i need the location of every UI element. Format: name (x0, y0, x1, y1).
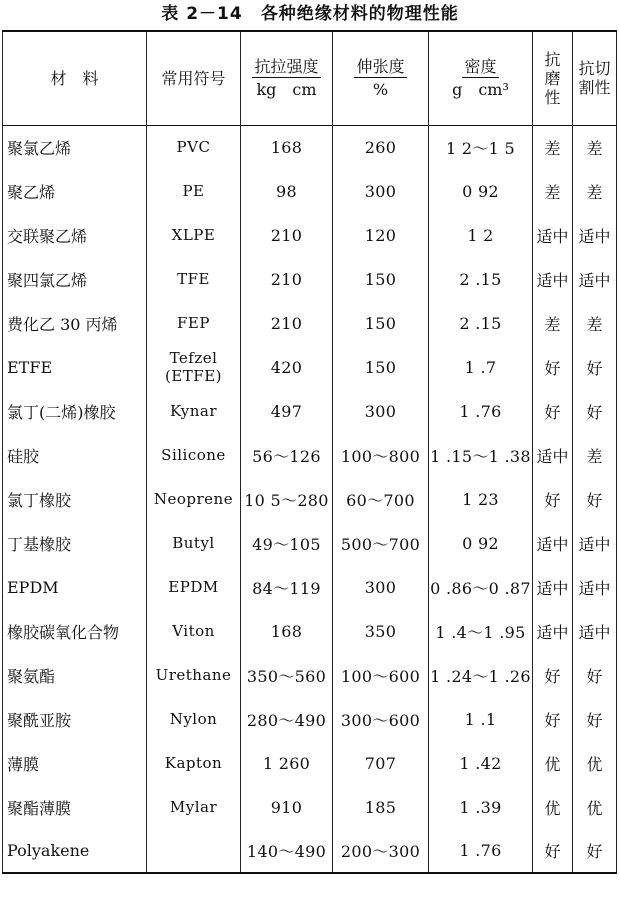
cell-density: 0 .86～0 .87 (429, 565, 533, 609)
header-density-label: 密度 (464, 57, 497, 77)
cell-symbol: EPDM (147, 565, 241, 609)
cell-elongation: 350 (333, 609, 429, 653)
cell-cut: 好 (573, 829, 617, 873)
cell-symbol: PVC (147, 125, 241, 169)
cell-cut: 差 (573, 301, 617, 345)
cell-material: Polyakene (3, 829, 147, 873)
cell-material: EPDM (3, 565, 147, 609)
cell-symbol: Silicone (147, 433, 241, 477)
cell-tensile: 420 (241, 345, 333, 389)
cell-tensile: 910 (241, 785, 333, 829)
cell-abrasion: 好 (533, 389, 573, 433)
table-title: 表 2－14 各种绝缘材料的物理性能 (161, 4, 459, 24)
cell-material: 氯丁(二烯)橡胶 (3, 389, 147, 433)
header-cut-label: 抗切割性 (578, 59, 611, 98)
cell-cut: 好 (573, 477, 617, 521)
header-row (3, 31, 617, 125)
cell-cut: 适中 (573, 565, 617, 609)
cell-elongation: 300 (333, 565, 429, 609)
cell-cut: 差 (573, 125, 617, 169)
cell-density: 1 .7 (429, 345, 533, 389)
cell-tensile: 168 (241, 125, 333, 169)
cell-abrasion: 好 (533, 653, 573, 697)
cell-symbol: Kynar (147, 389, 241, 433)
cell-density: 2 .15 (429, 301, 533, 345)
table-body (3, 125, 617, 873)
cell-tensile: 140～490 (241, 829, 333, 873)
cell-symbol: FEP (147, 301, 241, 345)
cell-symbol: Kapton (147, 741, 241, 785)
cell-abrasion: 好 (533, 477, 573, 521)
cell-density: 1 .42 (429, 741, 533, 785)
cell-cut: 好 (573, 697, 617, 741)
cell-material: 聚酰亚胺 (3, 697, 147, 741)
cell-tensile: 49～105 (241, 521, 333, 565)
cell-symbol: Nylon (147, 697, 241, 741)
cell-symbol: Mylar (147, 785, 241, 829)
cell-cut: 适中 (573, 213, 617, 257)
header-elongation (333, 31, 429, 125)
header-density (429, 31, 533, 125)
header-abrasion-label: 抗磨性 (544, 49, 561, 107)
cell-cut: 优 (573, 741, 617, 785)
cell-symbol (147, 829, 241, 873)
header-material: 材 料 (3, 31, 147, 125)
cell-density: 1 .39 (429, 785, 533, 829)
table-row (3, 741, 617, 785)
cell-tensile: 98 (241, 169, 333, 213)
cell-symbol: XLPE (147, 213, 241, 257)
cell-cut: 优 (573, 785, 617, 829)
cell-tensile: 280～490 (241, 697, 333, 741)
cell-material: 聚氯乙烯 (3, 125, 147, 169)
table-row (3, 169, 617, 213)
header-elongation-unit: % (372, 80, 389, 100)
cell-cut: 好 (573, 653, 617, 697)
header-elongation-label: 伸张度 (356, 57, 405, 77)
cell-density: 1 .76 (429, 389, 533, 433)
cell-density: 1 2～1 5 (429, 125, 533, 169)
cell-abrasion: 好 (533, 345, 573, 389)
table-row (3, 213, 617, 257)
cell-abrasion: 差 (533, 301, 573, 345)
table-row (3, 477, 617, 521)
cell-elongation: 100～800 (333, 433, 429, 477)
cell-symbol: Urethane (147, 653, 241, 697)
cell-elongation: 300～600 (333, 697, 429, 741)
table-row (3, 301, 617, 345)
table-row (3, 653, 617, 697)
cell-density: 2 .15 (429, 257, 533, 301)
cell-abrasion: 优 (533, 741, 573, 785)
cell-tensile: 168 (241, 609, 333, 653)
cell-elongation: 150 (333, 345, 429, 389)
cell-material: 聚乙烯 (3, 169, 147, 213)
cell-cut: 适中 (573, 609, 617, 653)
header-symbol: 常用符号 (147, 31, 241, 125)
cell-density: 1 .4～1 .95 (429, 609, 533, 653)
cell-density: 1 .15～1 .38 (429, 433, 533, 477)
cell-material: 薄膜 (3, 741, 147, 785)
cell-material: ETFE (3, 345, 147, 389)
table-row (3, 697, 617, 741)
table-row (3, 125, 617, 169)
header-cut (573, 31, 617, 125)
cell-symbol: Tefzel (ETFE) (147, 345, 241, 389)
table-row (3, 345, 617, 389)
cell-density: 1 .76 (429, 829, 533, 873)
cell-abrasion: 差 (533, 125, 573, 169)
cell-tensile: 84～119 (241, 565, 333, 609)
cell-elongation: 260 (333, 125, 429, 169)
header-tensile (241, 31, 333, 125)
table-row (3, 785, 617, 829)
cell-abrasion: 适中 (533, 521, 573, 565)
header-tensile-unit: kg cm (256, 80, 317, 100)
cell-elongation: 200～300 (333, 829, 429, 873)
cell-tensile: 56～126 (241, 433, 333, 477)
insulation-properties-table (2, 30, 617, 874)
cell-tensile: 10 5～280 (241, 477, 333, 521)
cell-abrasion: 适中 (533, 257, 573, 301)
cell-density: 1 .1 (429, 697, 533, 741)
cell-elongation: 300 (333, 389, 429, 433)
cell-elongation: 150 (333, 257, 429, 301)
cell-material: 聚酯薄膜 (3, 785, 147, 829)
cell-density: 1 2 (429, 213, 533, 257)
cell-density: 0 92 (429, 521, 533, 565)
cell-abrasion: 差 (533, 169, 573, 213)
cell-elongation: 100～600 (333, 653, 429, 697)
cell-density: 1 .24～1 .26 (429, 653, 533, 697)
cell-material: 氯丁橡胶 (3, 477, 147, 521)
cell-density: 1 23 (429, 477, 533, 521)
cell-symbol: PE (147, 169, 241, 213)
cell-symbol: Butyl (147, 521, 241, 565)
cell-elongation: 300 (333, 169, 429, 213)
header-tensile-label: 抗拉强度 (254, 57, 319, 77)
cell-cut: 好 (573, 389, 617, 433)
cell-elongation: 707 (333, 741, 429, 785)
cell-density: 0 92 (429, 169, 533, 213)
cell-tensile: 210 (241, 257, 333, 301)
cell-cut: 差 (573, 169, 617, 213)
header-abrasion (533, 31, 573, 125)
cell-abrasion: 适中 (533, 433, 573, 477)
cell-symbol: Neoprene (147, 477, 241, 521)
cell-elongation: 500～700 (333, 521, 429, 565)
cell-material: 丁基橡胶 (3, 521, 147, 565)
cell-elongation: 185 (333, 785, 429, 829)
cell-abrasion: 适中 (533, 609, 573, 653)
cell-material: 聚四氯乙烯 (3, 257, 147, 301)
cell-material: 聚氨酯 (3, 653, 147, 697)
cell-tensile: 497 (241, 389, 333, 433)
cell-cut: 适中 (573, 257, 617, 301)
cell-cut: 差 (573, 433, 617, 477)
cell-material: 橡胶碳氧化合物 (3, 609, 147, 653)
cell-cut: 好 (573, 345, 617, 389)
cell-tensile: 1 260 (241, 741, 333, 785)
cell-symbol: Viton (147, 609, 241, 653)
cell-abrasion: 优 (533, 785, 573, 829)
cell-material: 硅胶 (3, 433, 147, 477)
cell-elongation: 150 (333, 301, 429, 345)
table-row (3, 565, 617, 609)
cell-tensile: 210 (241, 301, 333, 345)
cell-tensile: 210 (241, 213, 333, 257)
cell-abrasion: 好 (533, 829, 573, 873)
cell-material: 费化乙 30 丙烯 (3, 301, 147, 345)
table-row (3, 609, 617, 653)
cell-abrasion: 适中 (533, 565, 573, 609)
cell-symbol: TFE (147, 257, 241, 301)
cell-material: 交联聚乙烯 (3, 213, 147, 257)
header-density-unit: g cm³ (452, 80, 509, 100)
table-row (3, 389, 617, 433)
cell-abrasion: 好 (533, 697, 573, 741)
cell-elongation: 60～700 (333, 477, 429, 521)
table-row (3, 433, 617, 477)
table-row (3, 521, 617, 565)
cell-elongation: 120 (333, 213, 429, 257)
cell-abrasion: 适中 (533, 213, 573, 257)
table-row (3, 257, 617, 301)
cell-cut: 适中 (573, 521, 617, 565)
table-row (3, 829, 617, 873)
cell-tensile: 350～560 (241, 653, 333, 697)
